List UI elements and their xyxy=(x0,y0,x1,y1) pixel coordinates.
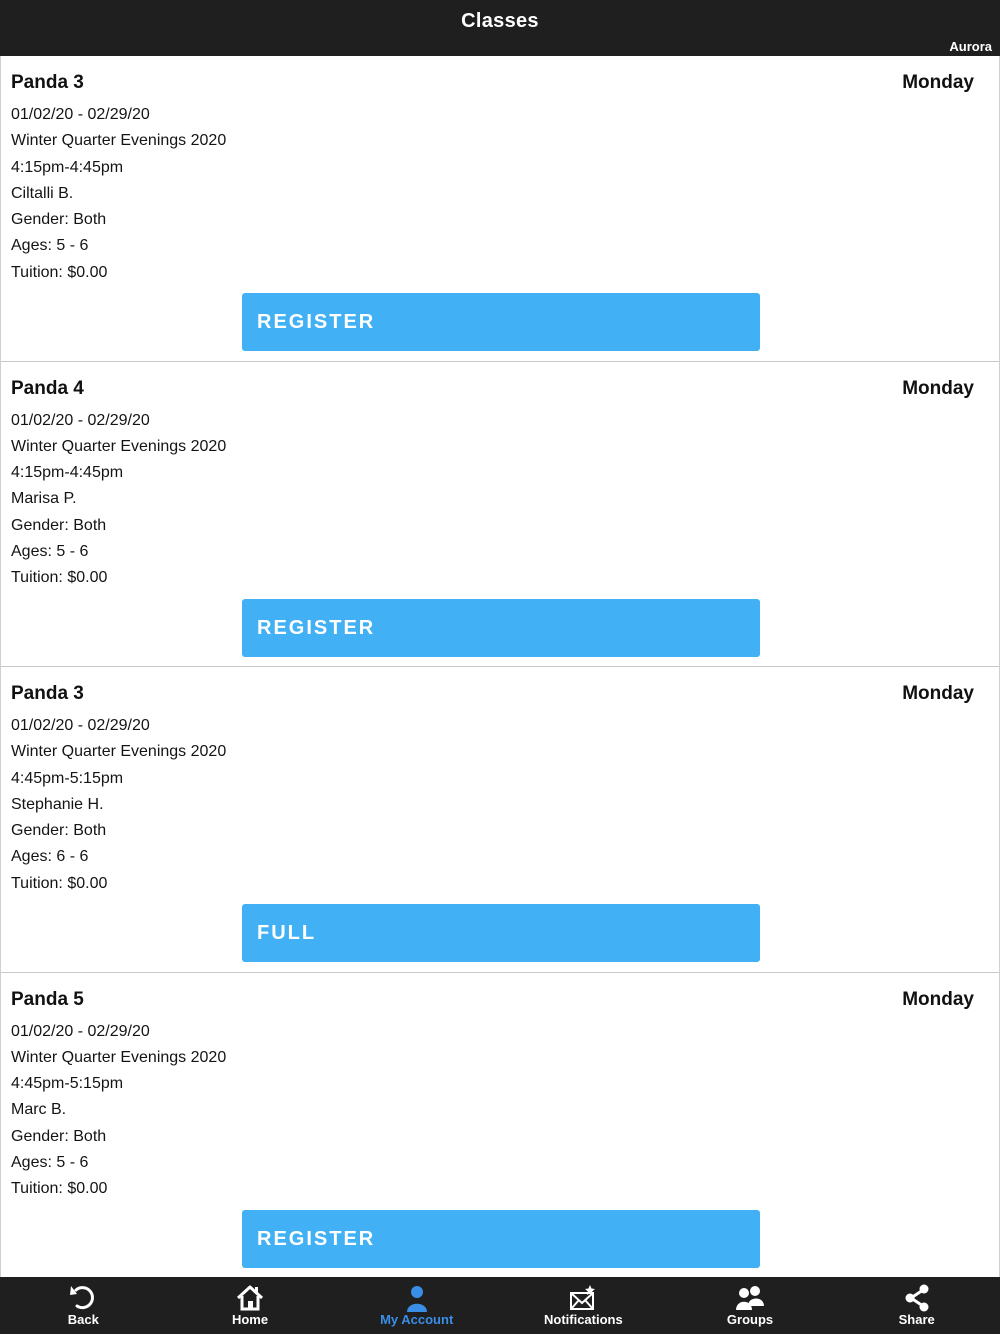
back-arrow-icon xyxy=(68,1284,98,1312)
class-instructor: Ciltalli B. xyxy=(11,184,74,202)
class-card xyxy=(1,56,999,362)
tab-home[interactable] xyxy=(167,1277,334,1334)
tab-share[interactable] xyxy=(833,1277,1000,1334)
class-card xyxy=(1,362,999,668)
class-ages: Ages: 5 - 6 xyxy=(11,1153,89,1171)
tab-label: Groups xyxy=(726,1312,774,1327)
class-list[interactable] xyxy=(0,56,1000,1277)
class-session: Winter Quarter Evenings 2020 xyxy=(11,1048,227,1066)
class-tuition: Tuition: $0.00 xyxy=(11,874,108,892)
tab-label: Share xyxy=(898,1312,935,1327)
class-time: 4:45pm-5:15pm xyxy=(11,1075,124,1093)
class-dates: 01/02/20 - 02/29/20 xyxy=(11,411,150,429)
class-ages: Ages: 6 - 6 xyxy=(11,848,89,866)
class-day: Monday xyxy=(902,988,974,1010)
class-time: 4:15pm-4:45pm xyxy=(11,464,124,482)
top-bar xyxy=(0,0,1000,56)
bottom-tab-bar xyxy=(0,1277,1000,1334)
register-button[interactable]: REGISTER xyxy=(242,599,760,657)
class-time: 4:15pm-4:45pm xyxy=(11,158,124,176)
class-instructor: Marc B. xyxy=(11,1101,67,1119)
home-icon xyxy=(235,1284,265,1312)
class-tuition: Tuition: $0.00 xyxy=(11,1180,108,1198)
class-name: Panda 3 xyxy=(11,683,84,704)
tab-notifications[interactable] xyxy=(500,1277,667,1334)
group-icon xyxy=(735,1284,765,1312)
class-day: Monday xyxy=(902,72,974,93)
class-card xyxy=(1,667,999,973)
share-icon xyxy=(902,1284,932,1312)
tab-label: Back xyxy=(67,1312,99,1327)
class-session: Winter Quarter Evenings 2020 xyxy=(11,132,227,150)
class-name: Panda 3 xyxy=(11,72,84,93)
class-name: Panda 4 xyxy=(11,377,84,399)
class-day: Monday xyxy=(902,377,974,399)
class-session: Winter Quarter Evenings 2020 xyxy=(11,743,227,761)
register-button[interactable]: REGISTER xyxy=(242,1210,760,1268)
location-label: Aurora xyxy=(949,39,992,54)
tab-label: Notifications xyxy=(543,1312,623,1327)
class-instructor: Stephanie H. xyxy=(11,795,104,813)
class-dates: 01/02/20 - 02/29/20 xyxy=(11,106,150,123)
class-dates: 01/02/20 - 02/29/20 xyxy=(11,717,150,734)
class-ages: Ages: 5 - 6 xyxy=(11,237,89,255)
class-gender: Gender: Both xyxy=(11,822,107,840)
tab-label: My Account xyxy=(380,1312,454,1327)
class-tuition: Tuition: $0.00 xyxy=(11,263,108,281)
class-details xyxy=(11,408,226,592)
class-name: Panda 5 xyxy=(11,988,84,1010)
class-ages: Ages: 5 - 6 xyxy=(11,542,89,560)
full-button[interactable]: FULL xyxy=(242,904,760,962)
class-time: 4:45pm-5:15pm xyxy=(11,769,124,787)
tab-my-account[interactable] xyxy=(333,1277,500,1334)
class-gender: Gender: Both xyxy=(11,1127,107,1145)
user-icon xyxy=(402,1284,432,1312)
class-tuition: Tuition: $0.00 xyxy=(11,569,108,587)
class-session: Winter Quarter Evenings 2020 xyxy=(11,437,227,455)
class-details xyxy=(11,713,226,897)
class-instructor: Marisa P. xyxy=(11,490,77,508)
class-details xyxy=(11,102,226,286)
register-button[interactable]: REGISTER xyxy=(242,293,760,351)
class-dates: 01/02/20 - 02/29/20 xyxy=(11,1022,150,1040)
class-day: Monday xyxy=(902,683,974,704)
tab-groups[interactable] xyxy=(667,1277,834,1334)
tab-label: Home xyxy=(231,1312,269,1327)
class-details xyxy=(11,1019,226,1203)
tab-back[interactable] xyxy=(0,1277,167,1334)
page-title: Classes xyxy=(461,10,539,32)
class-gender: Gender: Both xyxy=(11,211,107,229)
class-gender: Gender: Both xyxy=(11,516,107,534)
class-card xyxy=(1,973,999,1278)
envelope-star-icon xyxy=(568,1284,598,1312)
